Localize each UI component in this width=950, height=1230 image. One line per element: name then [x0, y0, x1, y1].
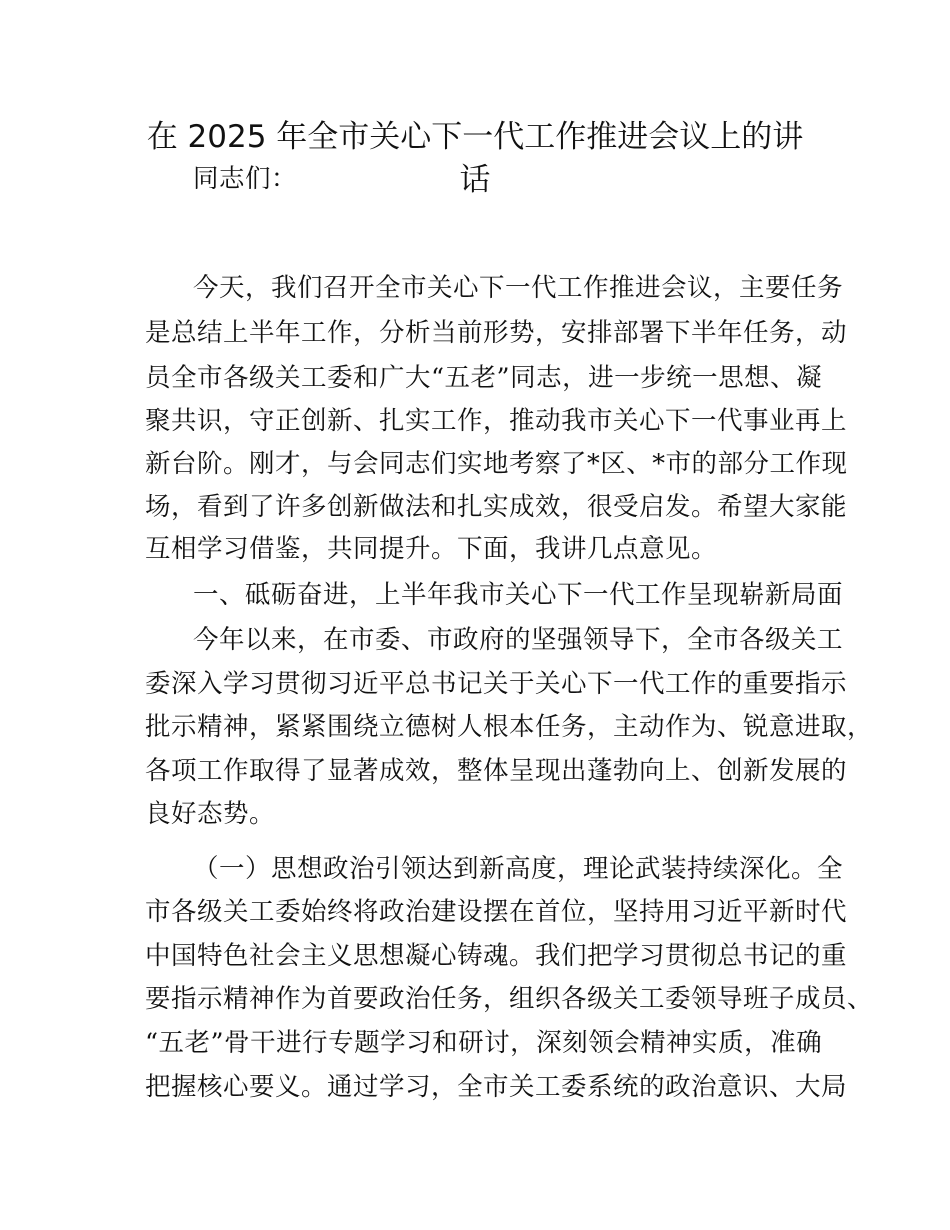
paragraph-overview-line: 良好态势。	[145, 799, 276, 829]
paragraph-overview-line: 各项工作取得了显著成效，整体呈现出蓬勃向上、创新发展的	[145, 756, 848, 786]
paragraph-item-1-line: 市各级关工委始终将政治建设摆在首位，坚持用习近平新时代	[145, 897, 848, 927]
paragraph-intro-line: 场，看到了许多创新做法和扎实成效，很受启发。希望大家能	[145, 492, 848, 522]
paragraph-item-1-line: “五老”骨干进行专题学习和研讨，深刻领会精神实质，准确	[145, 1028, 823, 1058]
paragraph-intro-line: 员全市各级关工委和广大“五老”同志，进一步统一思想、凝	[145, 363, 823, 393]
paragraph-overview-line: 委深入学习贯彻习近平总书记关于关心下一代工作的重要指示	[145, 669, 848, 699]
paragraph-overview-line: 批示精神，紧紧围绕立德树人根本任务，主动作为、锐意进取，	[145, 712, 874, 742]
paragraph-item-1-line: （一）思想政治引领达到新高度，理论武装持续深化。全	[193, 854, 844, 884]
paragraph-item-1-line: 中国特色社会主义思想凝心铸魂。我们把学习贯彻总书记的重	[145, 941, 848, 971]
section-heading-1-line: 一、砥砺奋进，上半年我市关心下一代工作呈现崭新局面	[193, 580, 844, 610]
paragraph-item-1-line: 把握核心要义。通过学习，全市关工委系统的政治意识、大局	[145, 1072, 848, 1102]
document-title-line-1: 在 2025 年全市关心下一代工作推进会议上的讲	[146, 119, 804, 155]
paragraph-overview-line: 今年以来，在市委、市政府的坚强领导下，全市各级关工	[193, 625, 844, 655]
paragraph-intro-line: 是总结上半年工作，分析当前形势，安排部署下半年任务，动	[145, 318, 848, 348]
paragraph-intro-line: 互相学习借鉴，共同提升。下面，我讲几点意见。	[145, 534, 718, 564]
paragraph-item-1-line: 要指示精神作为首要政治任务，组织各级关工委领导班子成员、	[145, 984, 874, 1014]
document-title-line-2: 话	[459, 162, 491, 198]
paragraph-intro-line: 聚共识，守正创新、扎实工作，推动我市关心下一代事业再上	[145, 406, 848, 436]
paragraph-intro-line: 今天，我们召开全市关心下一代工作推进会议，主要任务	[193, 273, 844, 303]
paragraph-intro-line: 新台阶。刚才，与会同志们实地考察了*区、*市的部分工作现	[145, 449, 848, 479]
salutation: 同志们：	[193, 164, 298, 194]
